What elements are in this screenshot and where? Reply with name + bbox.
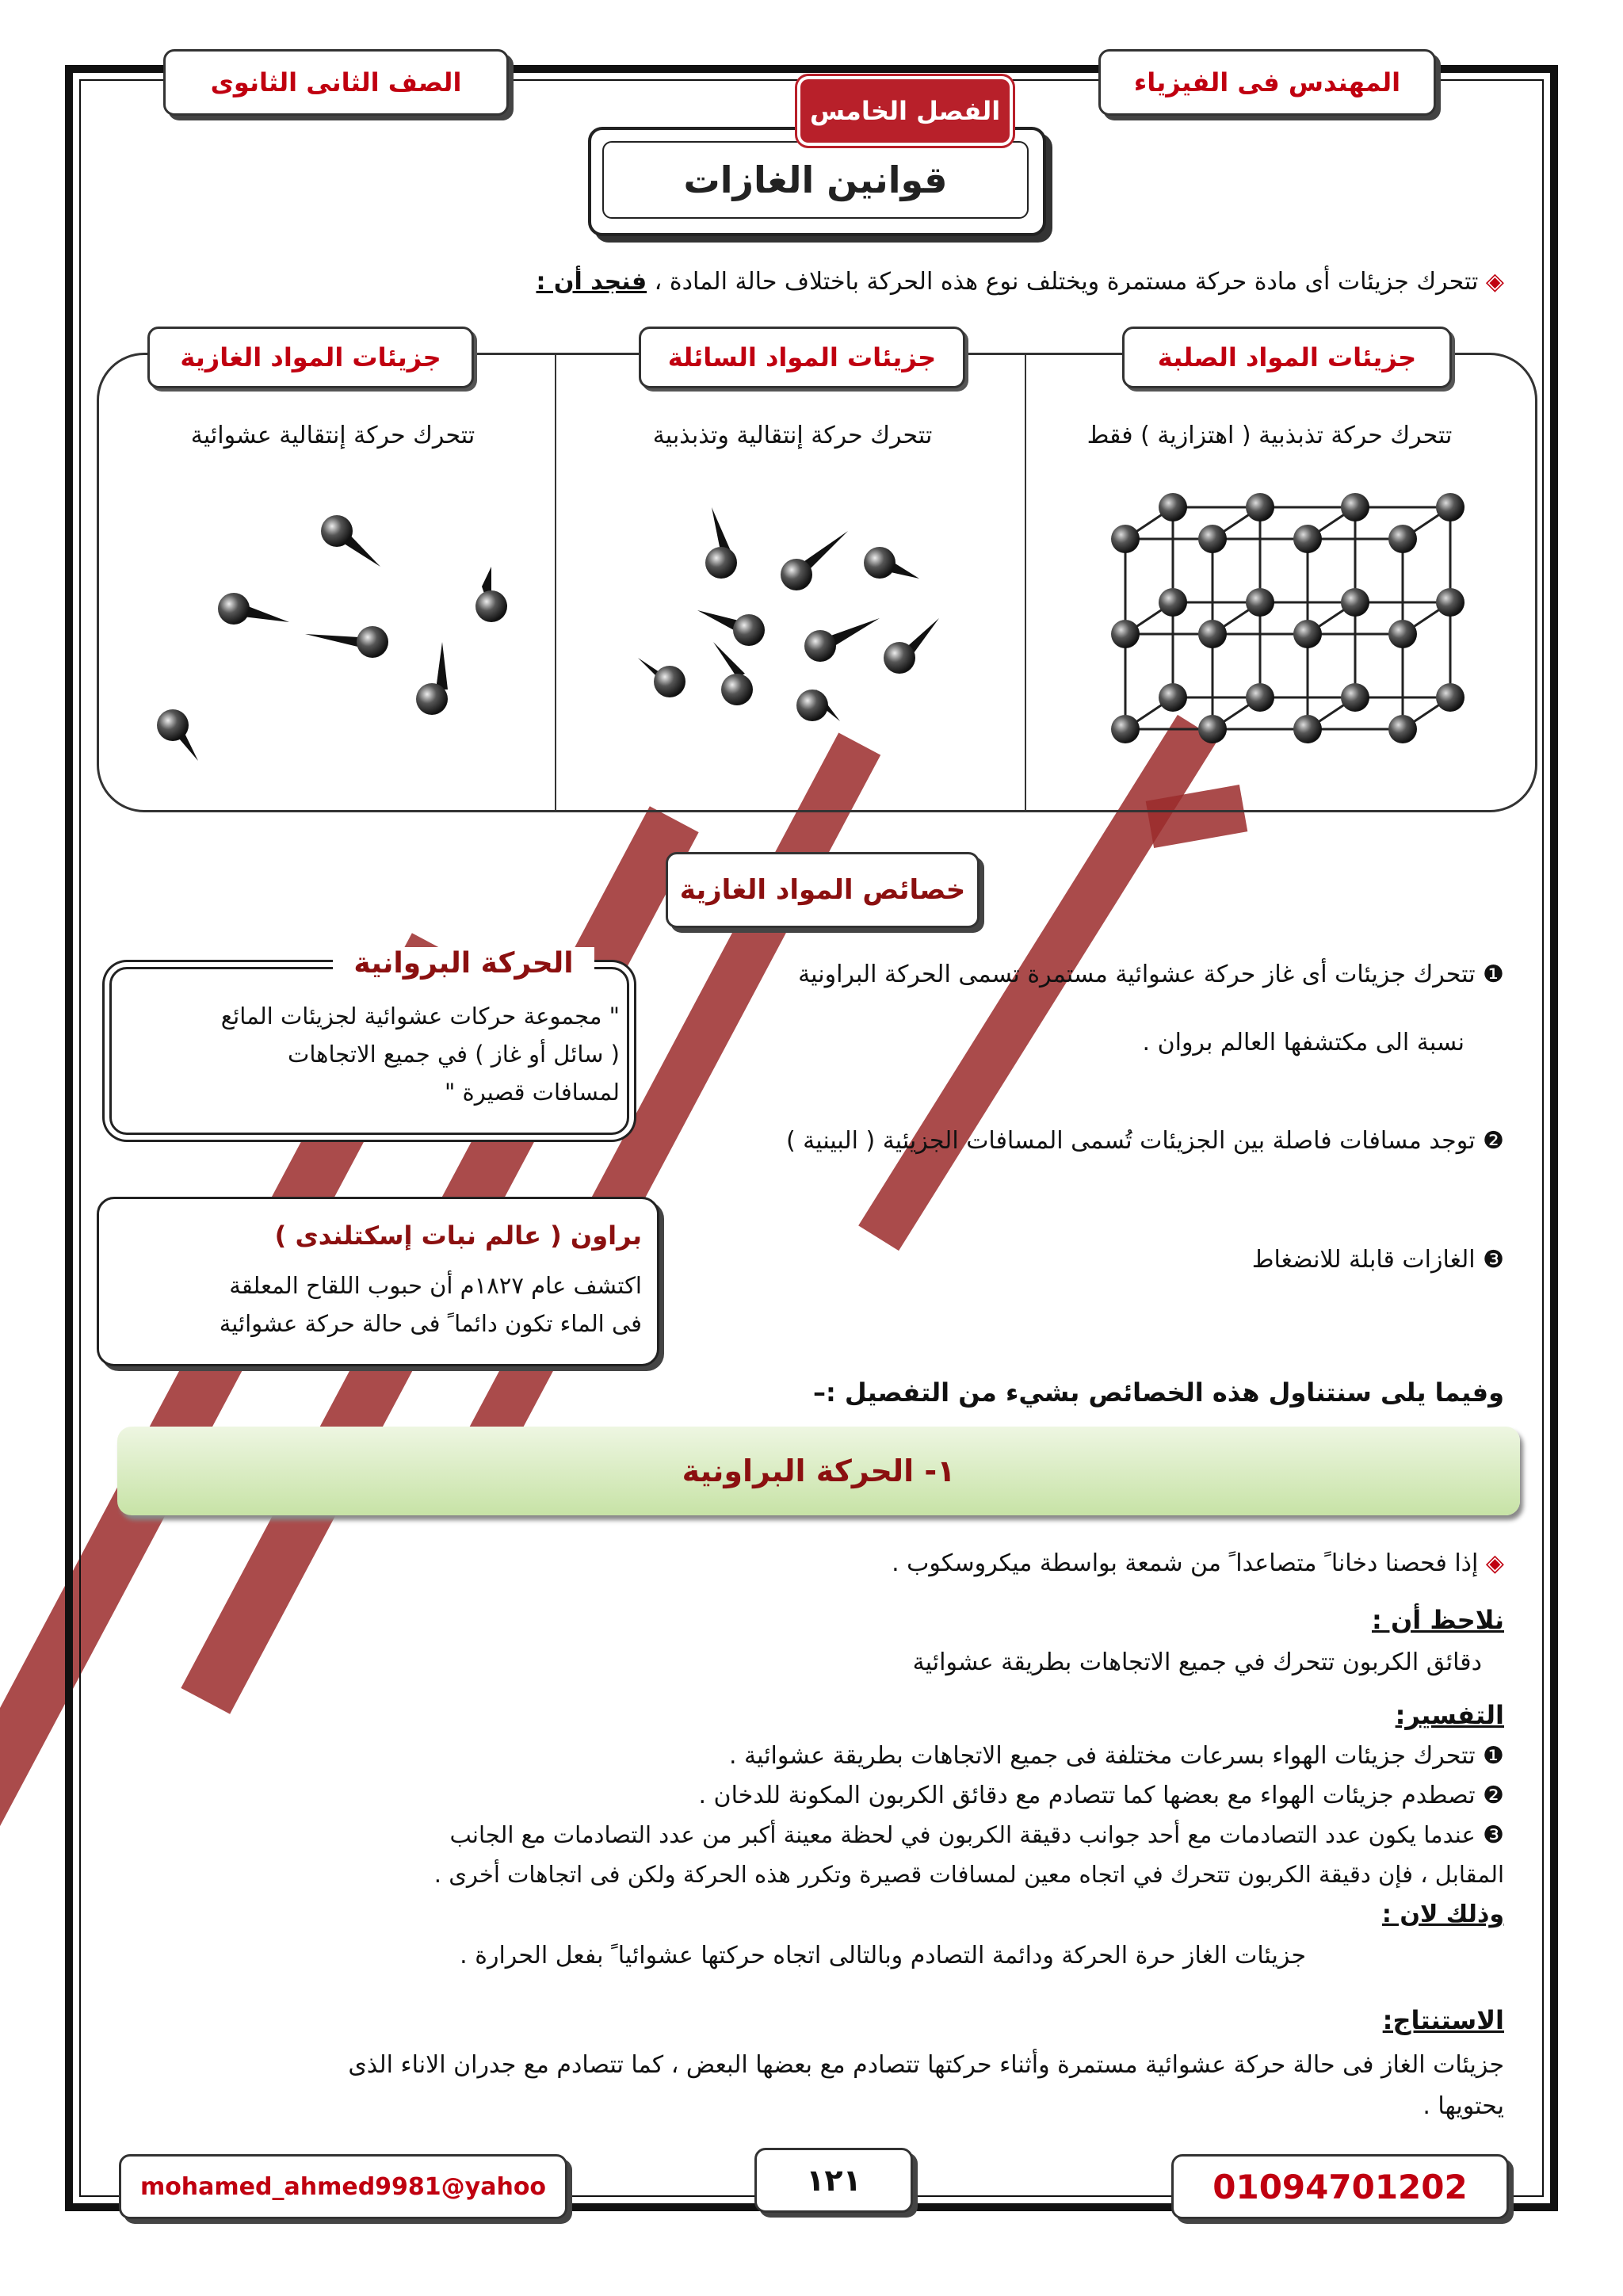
transition-text: وفيما يلى سنتناول هذه الخصائص بشيء من التفصيل :– bbox=[812, 1377, 1504, 1408]
property-text-continued: نسبة الى مكتشفها العالم بروان . bbox=[1142, 1029, 1465, 1056]
gas-molecules-illustration bbox=[143, 491, 523, 777]
solid-lattice-illustration bbox=[1094, 491, 1474, 777]
section-banner: ١- الحركة البراونية bbox=[117, 1427, 1520, 1515]
conclusion-label: الاستنتاج: bbox=[1382, 2005, 1504, 2035]
footer-email: mohamed_ahmed9981@yahoo bbox=[119, 2154, 567, 2219]
property-item bbox=[798, 961, 1504, 988]
explanation-text: تصطدم جزيئات الهواء مع بعضها كما تتصادم مع دقائق الكربون المكونة للدخان . bbox=[698, 1782, 1476, 1809]
liquid-molecules-illustration bbox=[618, 491, 967, 777]
explanation-item bbox=[698, 1782, 1504, 1809]
notice-text: دقائق الكربون تتحرك في جميع الاتجاهات بطريقة عشوائية bbox=[912, 1648, 1482, 1676]
category-label-solid: جزيئات المواد الصلبة bbox=[1122, 327, 1452, 388]
explanation-item bbox=[449, 1821, 1504, 1849]
property-text: تتحرك جزيئات أى غاز حركة عشوائية مستمرة تسمى الحركة البراونية bbox=[798, 961, 1476, 988]
definition-line: لمسافات قصيرة " bbox=[444, 1079, 620, 1106]
intro-emphasis: فنجد أن : bbox=[536, 268, 647, 296]
properties-title: خصائص المواد الغازية bbox=[666, 852, 980, 928]
category-desc-gas: تتحرك حركة إنتقالية عشوائية bbox=[190, 422, 475, 449]
explanation-text: عندما يكون عدد التصادمات مع أحد جوانب دقيقة الكربون في لحظة معينة أكبر من عدد التصادمات مع الجانب bbox=[449, 1821, 1476, 1848]
category-desc-solid: تتحرك حركة تذبذبية ( اهتزازية ) فقط bbox=[1086, 422, 1453, 449]
property-item bbox=[786, 1127, 1504, 1155]
page-title: قوانين الغازات bbox=[602, 141, 1029, 219]
diamond-bullet-icon: ◈ bbox=[1485, 1549, 1504, 1577]
observation-text: إذا فحصنا دخانا ً متصاعدا ً من شمعة بواسطة ميكروسكوب . bbox=[892, 1549, 1479, 1577]
property-text: الغازات قابلة للانضغاط bbox=[1251, 1246, 1476, 1274]
page-number: ١٢١ bbox=[754, 2148, 913, 2213]
observation-line bbox=[892, 1549, 1504, 1577]
explanation-number: ❶ bbox=[1483, 1742, 1504, 1770]
definition-line: " مجموعة حركات عشوائية لجزيئات المائع bbox=[220, 1003, 620, 1030]
property-number: ❶ bbox=[1483, 961, 1504, 988]
explanation-text: تتحرك جزيئات الهواء بسرعات مختلفة فى جميع الاتجاهات بطريقة عشوائية . bbox=[728, 1742, 1476, 1770]
conclusion-line: جزيئات الغاز فى حالة حركة عشوائية مستمرة وأثناء حركتها تتصادم مع بعضها البعض ، كما تتصادم مع جدران الاناء الذى bbox=[348, 2051, 1504, 2079]
chapter-tag: الفصل الخامس bbox=[800, 79, 1010, 143]
scientist-line: اكتشف عام ١٨٢٧م أن حبوب اللقاح المعلقة bbox=[229, 1272, 642, 1299]
conclusion-line: يحتويها . bbox=[1423, 2092, 1504, 2120]
property-item bbox=[1252, 1246, 1504, 1274]
intro-line bbox=[536, 268, 1504, 296]
header-subject-label: المهندس فى الفيزياء bbox=[1098, 49, 1436, 116]
diamond-bullet-icon: ◈ bbox=[1485, 268, 1504, 296]
scientist-line: فى الماء تكون دائما ً فى حالة حركة عشوائية bbox=[219, 1310, 642, 1337]
brown-scientist-title: براون ( عالم نبات إسكتلندى ) bbox=[274, 1221, 642, 1251]
explanation-label: التفسير: bbox=[1395, 1700, 1504, 1730]
property-number: ❷ bbox=[1483, 1127, 1504, 1155]
category-label-gas: جزيئات المواد الغازية bbox=[147, 327, 474, 388]
explanation-text-continued: المقابل ، فإن دقيقة الكربون تتحرك في اتجاه معين لمسافات قصيرة وتكرر هذه الحركة ولكن فى اتجاهات أخرى . bbox=[433, 1861, 1504, 1888]
brown-scientist-text bbox=[111, 1266, 642, 1343]
explanation-number: ❷ bbox=[1483, 1782, 1504, 1809]
footer-phone: 01094701202 bbox=[1171, 2154, 1509, 2219]
definition-line: ( سائل أو غاز ) في جميع الاتجاهات bbox=[288, 1041, 620, 1068]
explanation-item bbox=[729, 1742, 1504, 1770]
panel-divider bbox=[1025, 353, 1026, 812]
notice-label: نلاحظ أن : bbox=[1372, 1605, 1504, 1635]
explanation-number: ❸ bbox=[1483, 1821, 1504, 1849]
because-text: جزيئات الغاز حرة الحركة ودائمة التصادم وبالتالى اتجاه حركتها عشوائيا ً بفعل الحرارة . bbox=[460, 1942, 1306, 1969]
brownian-definition-title: الحركة البروانية bbox=[333, 947, 594, 991]
panel-divider bbox=[555, 353, 556, 812]
property-number: ❸ bbox=[1483, 1246, 1504, 1274]
property-text: توجد مسافات فاصلة بين الجزيئات تُسمى المسافات الجزيئية ( البينية ) bbox=[785, 1127, 1476, 1155]
intro-text: تتحرك جزيئات أى مادة حركة مستمرة ويختلف نوع هذه الحركة باختلاف حالة المادة ، bbox=[654, 268, 1479, 296]
header-grade-label: الصف الثانى الثانوى bbox=[163, 49, 509, 116]
category-desc-liquid: تتحرك حركة إنتقالية وتذبذبية bbox=[652, 422, 933, 449]
category-label-liquid: جزيئات المواد السائلة bbox=[639, 327, 965, 388]
conclusion-text bbox=[109, 2045, 1504, 2127]
brownian-definition-text bbox=[119, 997, 620, 1111]
because-label: وذلك لان : bbox=[1381, 1901, 1504, 1928]
